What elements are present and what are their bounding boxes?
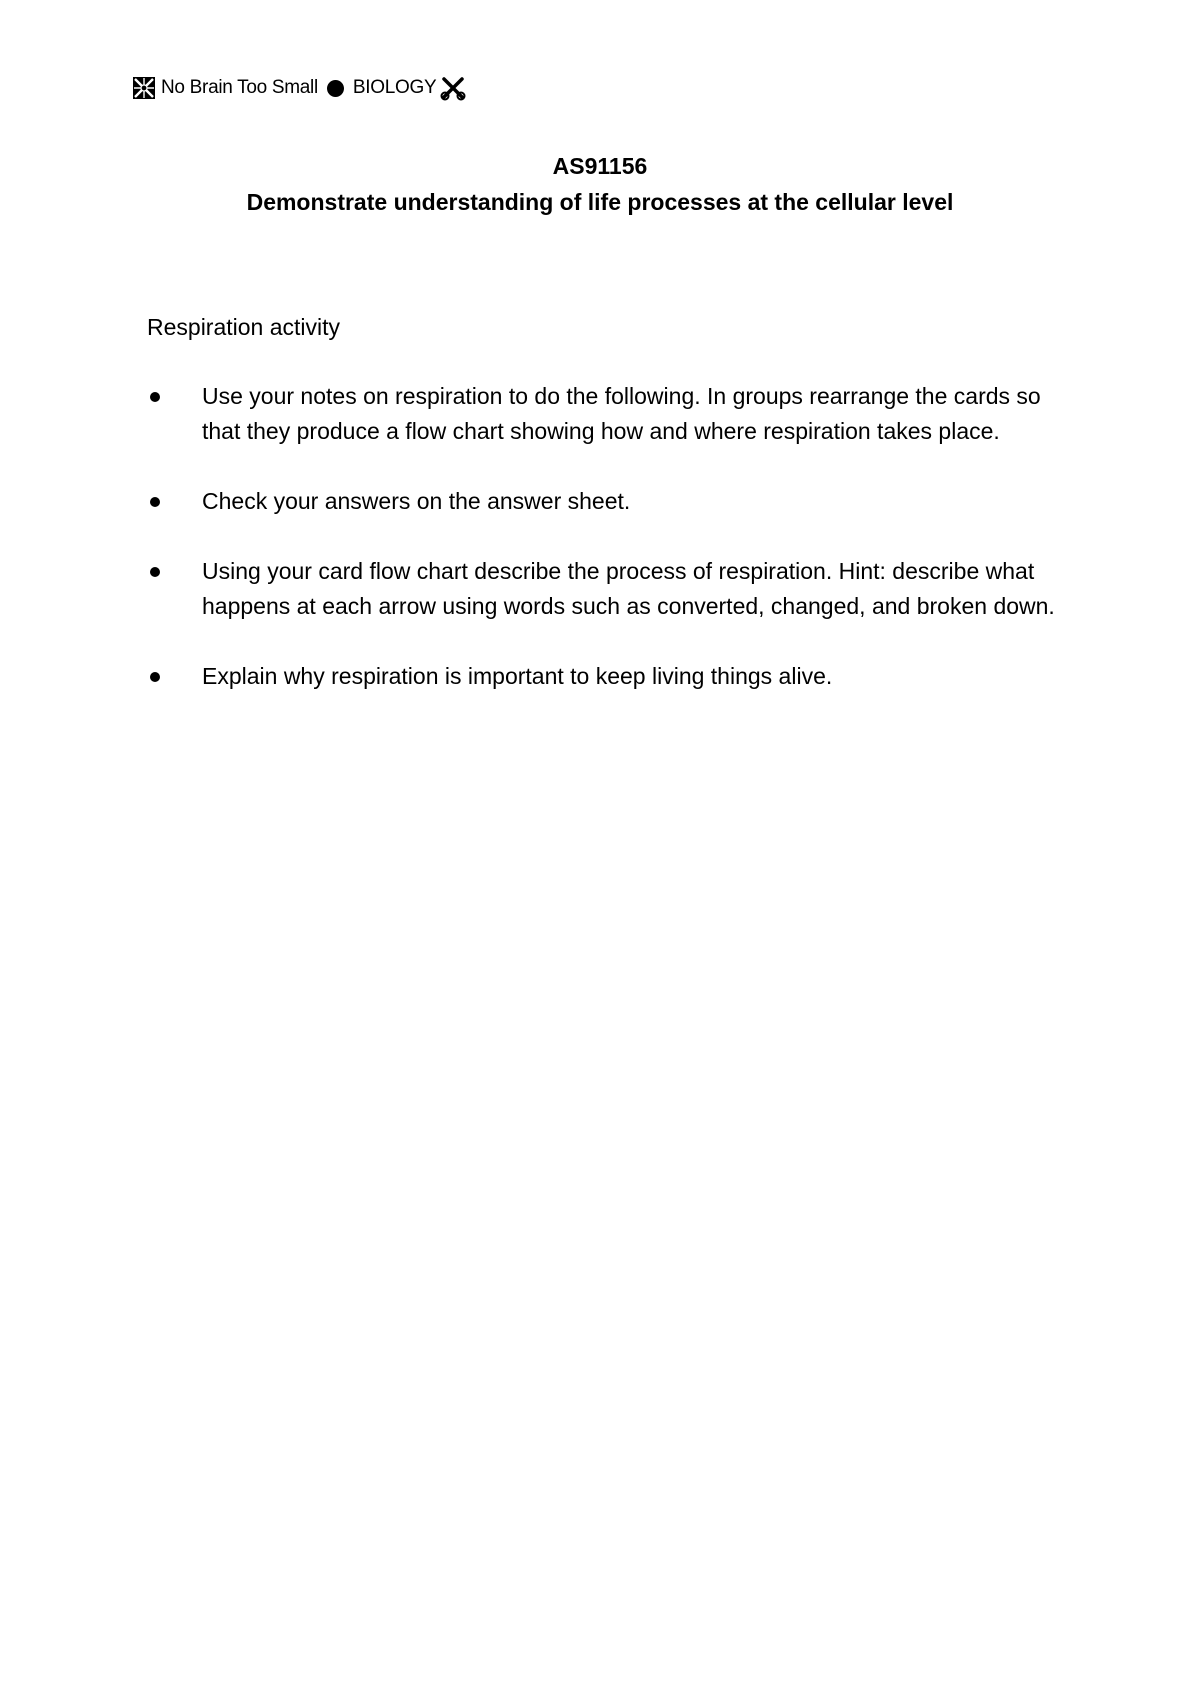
header-brand-text: No Brain Too Small — [161, 77, 318, 98]
standard-title: Demonstrate understanding of life processes at the cellular level — [246, 189, 954, 215]
list-item — [147, 554, 1067, 624]
list-item-text: Check your answers on the answer sheet. — [202, 488, 631, 514]
document-titles — [0, 148, 1200, 220]
list-item-text: Explain why respiration is important to keep living things alive. — [202, 663, 833, 689]
list-item-text: Using your card flow chart describe the process of respiration. Hint: describe what happens at each arrow using words such as converted, changed, and broken down. — [202, 558, 1055, 619]
separator-dot — [327, 80, 344, 97]
list-item — [147, 379, 1067, 449]
bullet-dot — [150, 672, 160, 682]
list-item — [147, 659, 1067, 694]
page-header — [130, 72, 467, 104]
list-item-text: Use your notes on respiration to do the following. In groups rearrange the cards so that they produce a flow chart showing how and where respiration takes place. — [202, 383, 1041, 444]
instruction-list — [147, 379, 1067, 729]
bullet-dot — [150, 392, 160, 402]
scissors-icon — [439, 74, 467, 102]
standard-code: AS91156 — [552, 153, 648, 179]
bullet-dot — [150, 497, 160, 507]
list-item — [147, 484, 1067, 519]
section-heading: Respiration activity — [147, 314, 341, 340]
bullet-dot — [150, 567, 160, 577]
header-subject-text: BIOLOGY — [352, 77, 437, 98]
cross-pattern-icon — [130, 74, 158, 102]
